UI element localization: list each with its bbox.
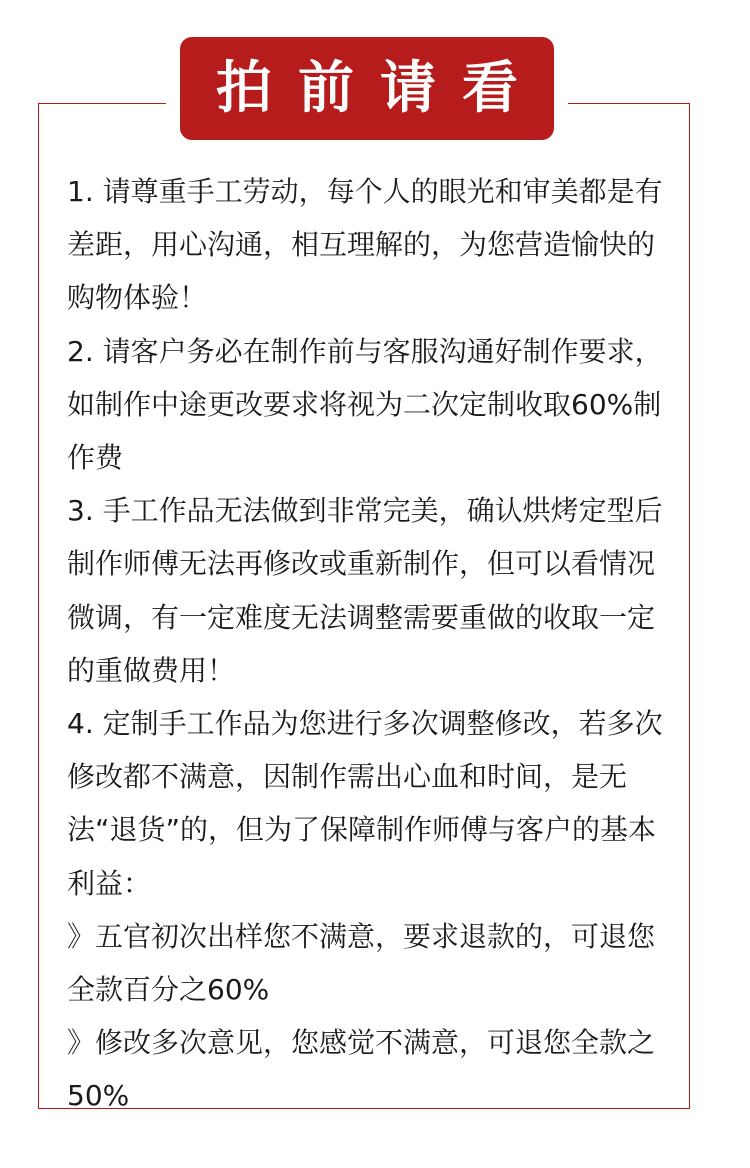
notice-item-1: 1. 请尊重手工劳动，每个人的眼光和审美都是有差距，用心沟通，相互理解的，为您营造愉快的购物体验！ (67, 175, 663, 315)
notice-item-2: 2. 请客户务必在制作前与客服沟通好制作要求，如制作中途更改要求将视为二次定制收取60%制作费 (67, 334, 663, 475)
title-badge (180, 37, 554, 140)
notice-content (67, 165, 672, 1123)
refund-rule-2: 》修改多次意见，您感觉不满意，可退您全款之50% (67, 1026, 656, 1113)
notice-item-4: 4. 定制手工作品为您进行多次调整修改，若多次修改都不满意，因制作需出心血和时间，是无法“退货”的，但为了保障制作师傅与客户的基本利益： (67, 707, 663, 900)
page-title: 拍前请看 (216, 55, 544, 121)
refund-rule-1: 》五官初次出样您不满意，要求退款的，可退您全款百分之60% (67, 919, 656, 1007)
notice-item-3: 3. 手工作品无法做到非常完美，确认烘烤定型后制作师傅无法再修改或重新制作，但可以看情况微调，有一定难度无法调整需要重做的收取一定的重做费用！ (67, 494, 663, 687)
